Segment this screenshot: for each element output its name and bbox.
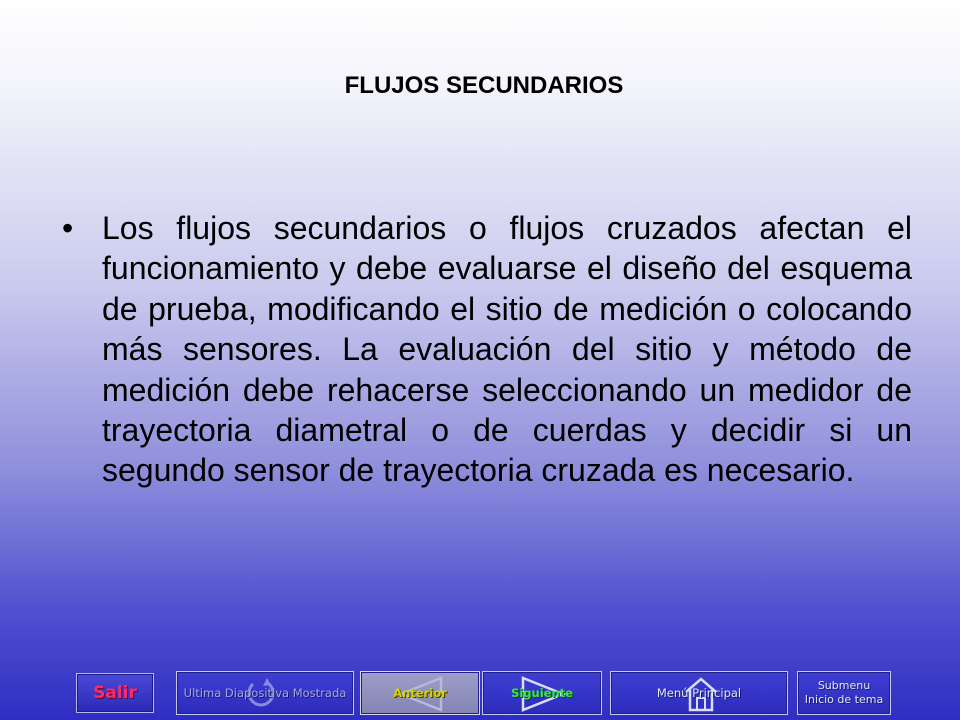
slide-title: FLUJOS SECUNDARIOS xyxy=(344,72,624,99)
menu-principal-label: Menú Principal xyxy=(656,686,742,700)
siguiente-button[interactable] xyxy=(482,671,602,715)
anterior-button[interactable] xyxy=(360,671,480,715)
bullet-item xyxy=(62,208,912,491)
bullet-dot: • xyxy=(62,210,74,246)
bullet-text: Los flujos secundarios o flujos cruzados afectan el funcionamiento y debe evaluarse el diseño del esquema de prueba, modificando el sitio de medición o colocando más sensores. La evaluación del sitio y método de medición debe rehacerse seleccionando un medidor de trayectoria diametral o de cuerdas y decidir si un segundo sensor de trayectoria cruzada es necesario. xyxy=(102,210,912,489)
submenu-label: Submenu xyxy=(817,679,871,692)
submenu-button[interactable] xyxy=(797,671,891,715)
siguiente-label: Siguiente xyxy=(511,686,573,700)
ultima-label: Ultima Diapositiva Mostrada xyxy=(183,686,347,700)
ultima-diapositiva-button[interactable] xyxy=(176,671,354,715)
salir-label: Salir xyxy=(93,683,137,703)
inicio-tema-label: Inicio de tema xyxy=(804,693,884,706)
menu-principal-button[interactable] xyxy=(610,671,788,715)
anterior-label: Anterior xyxy=(393,686,447,700)
salir-button[interactable] xyxy=(76,673,154,713)
